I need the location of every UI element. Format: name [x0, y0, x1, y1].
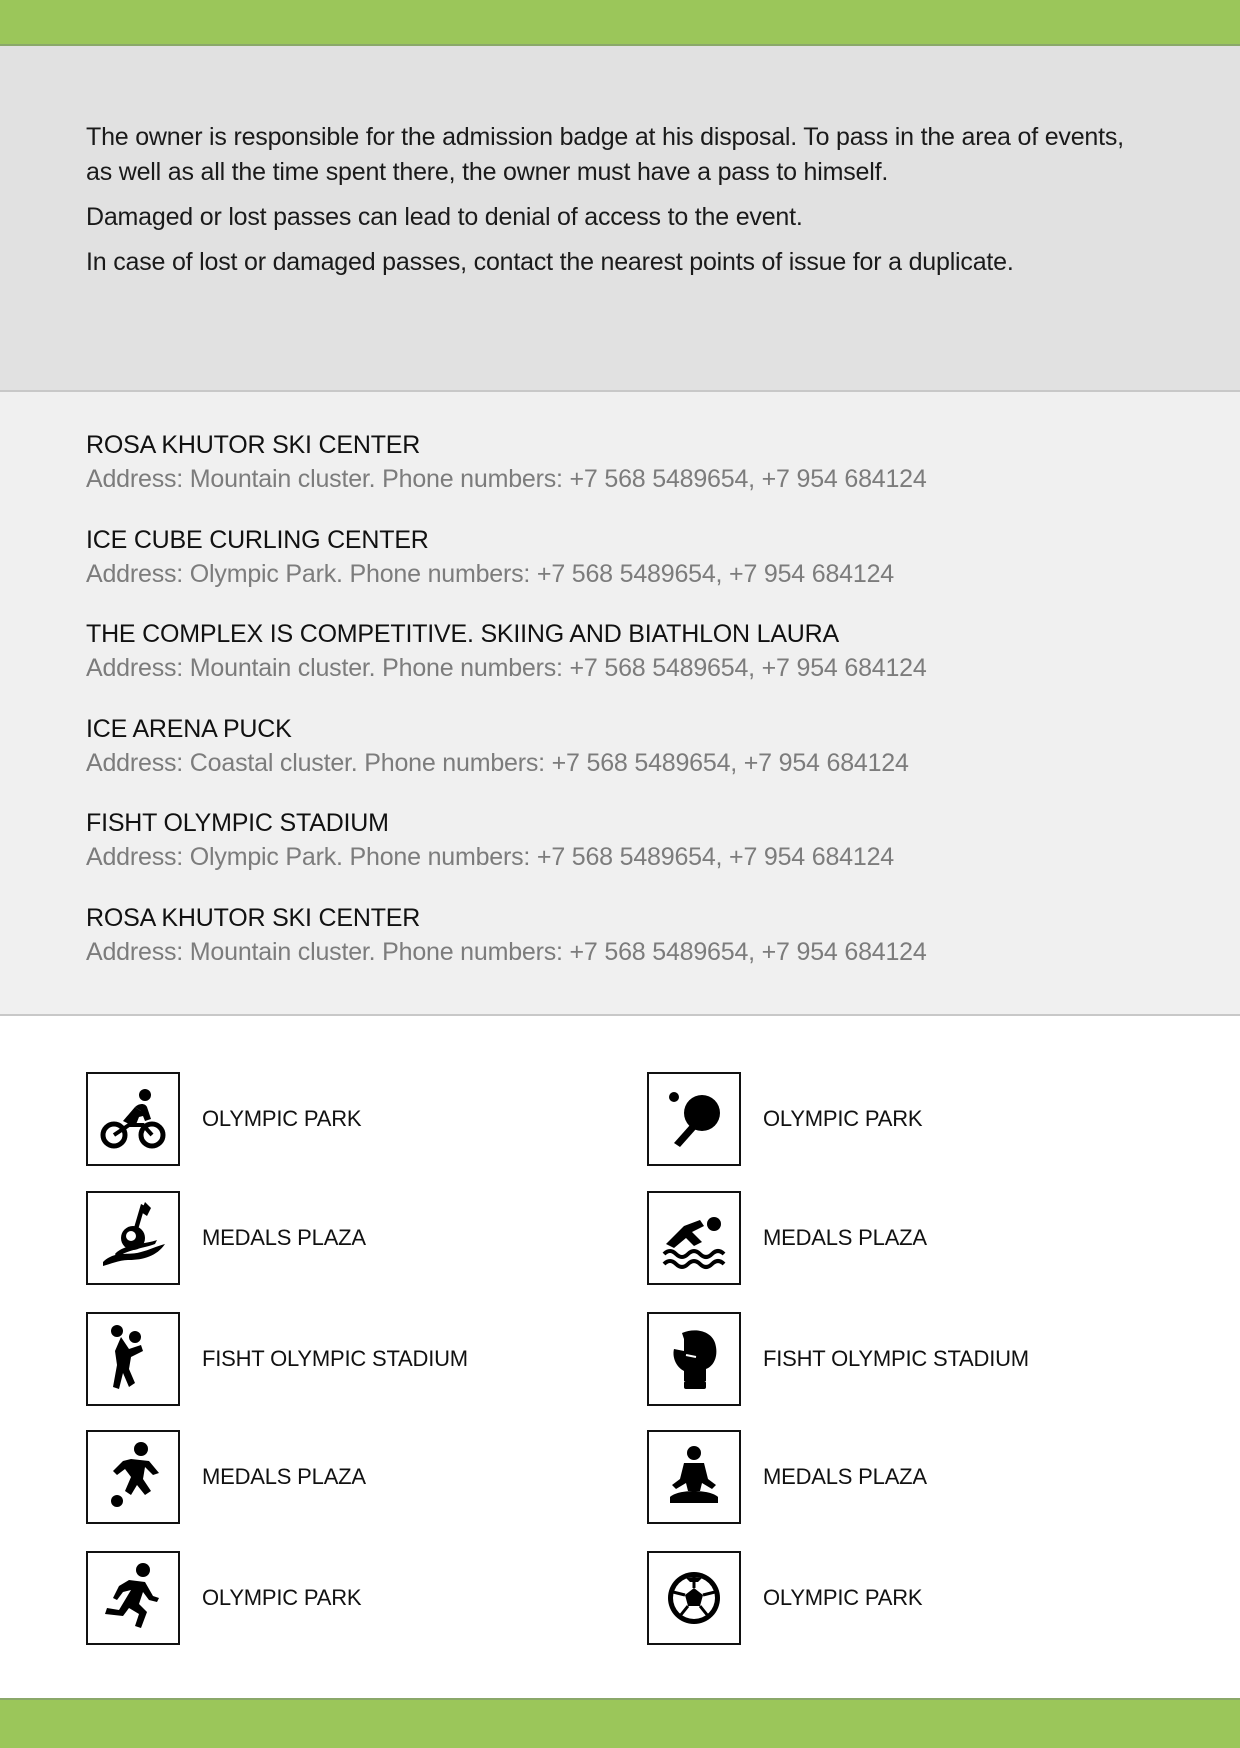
venue-name: FISHT OLYMPIC STADIUM — [86, 809, 389, 838]
legend-item — [86, 1312, 468, 1406]
venue-name: ROSA KHUTOR SKI CENTER — [86, 903, 421, 932]
venue-name: THE COMPLEX IS COMPETITIVE. SKIING AND BIATHLON LAURA — [86, 620, 839, 649]
notice-paragraph: The owner is responsible for the admission badge at his disposal. To pass in the area of events, as well as all the time spent there, the owner must have a pass to himself. — [86, 123, 1124, 186]
handball-icon — [86, 1312, 180, 1406]
venues-section — [0, 392, 1240, 1016]
table-tennis-icon — [647, 1072, 741, 1166]
legend-item — [86, 1191, 366, 1285]
legend-item — [647, 1072, 922, 1166]
legend-item — [647, 1191, 927, 1285]
cycling-icon — [86, 1072, 180, 1166]
venue-info: Address: Mountain cluster. Phone numbers: +7 568 5489654, +7 954 684124 — [86, 654, 927, 683]
running-icon — [86, 1551, 180, 1645]
legend-item — [647, 1312, 1029, 1406]
legend-label: OLYMPIC PARK — [763, 1585, 923, 1610]
meditation-icon — [647, 1430, 741, 1524]
boxing-glove-icon — [647, 1312, 741, 1406]
venue-entry — [86, 806, 1154, 901]
legend-label: OLYMPIC PARK — [202, 1585, 362, 1610]
venue-entry — [86, 523, 1154, 618]
legend-item — [86, 1430, 366, 1524]
legend-label: OLYMPIC PARK — [763, 1106, 923, 1131]
venue-info: Address: Olympic Park. Phone numbers: +7 568 5489654, +7 954 684124 — [86, 559, 894, 588]
venue-info: Address: Mountain cluster. Phone numbers: +7 568 5489654, +7 954 684124 — [86, 937, 927, 966]
legend-label: FISHT OLYMPIC STADIUM — [202, 1346, 468, 1371]
soccer-ball-icon — [647, 1551, 741, 1645]
notice-paragraph: Damaged or lost passes can lead to denial of access to the event. — [86, 203, 803, 231]
legend-item — [647, 1551, 922, 1645]
venue-info: Address: Olympic Park. Phone numbers: +7 568 5489654, +7 954 684124 — [86, 843, 894, 872]
legend-item — [647, 1430, 927, 1524]
venue-info: Address: Mountain cluster. Phone numbers: +7 568 5489654, +7 954 684124 — [86, 465, 927, 493]
legend-item — [86, 1072, 361, 1166]
notice-paragraph: In case of lost or damaged passes, contact the nearest points of issue for a duplicate. — [86, 248, 1014, 276]
venue-entry — [86, 901, 1154, 996]
sports-legend — [0, 1016, 1240, 1698]
legend-label: MEDALS PLAZA — [763, 1464, 927, 1489]
canoe-slalom-icon — [86, 1191, 180, 1285]
football-player-icon — [86, 1430, 180, 1524]
venue-entry — [86, 712, 1154, 807]
legend-label: FISHT OLYMPIC STADIUM — [763, 1346, 1029, 1371]
legend-label: OLYMPIC PARK — [202, 1106, 362, 1131]
top-accent-bar — [0, 0, 1240, 46]
legend-item — [86, 1551, 361, 1645]
bottom-accent-bar — [0, 1698, 1240, 1748]
swimming-icon — [647, 1191, 741, 1285]
venue-entry — [86, 428, 1154, 523]
venue-name: ROSA KHUTOR SKI CENTER — [86, 431, 421, 459]
venue-entry — [86, 617, 1154, 712]
venue-name: ICE CUBE CURLING CENTER — [86, 525, 429, 554]
venue-name: ICE ARENA PUCK — [86, 714, 292, 743]
legend-label: MEDALS PLAZA — [763, 1225, 927, 1250]
legend-label: MEDALS PLAZA — [202, 1464, 366, 1489]
notice-section — [0, 46, 1240, 392]
legend-label: MEDALS PLAZA — [202, 1225, 366, 1250]
venue-info: Address: Coastal cluster. Phone numbers: +7 568 5489654, +7 954 684124 — [86, 748, 909, 777]
